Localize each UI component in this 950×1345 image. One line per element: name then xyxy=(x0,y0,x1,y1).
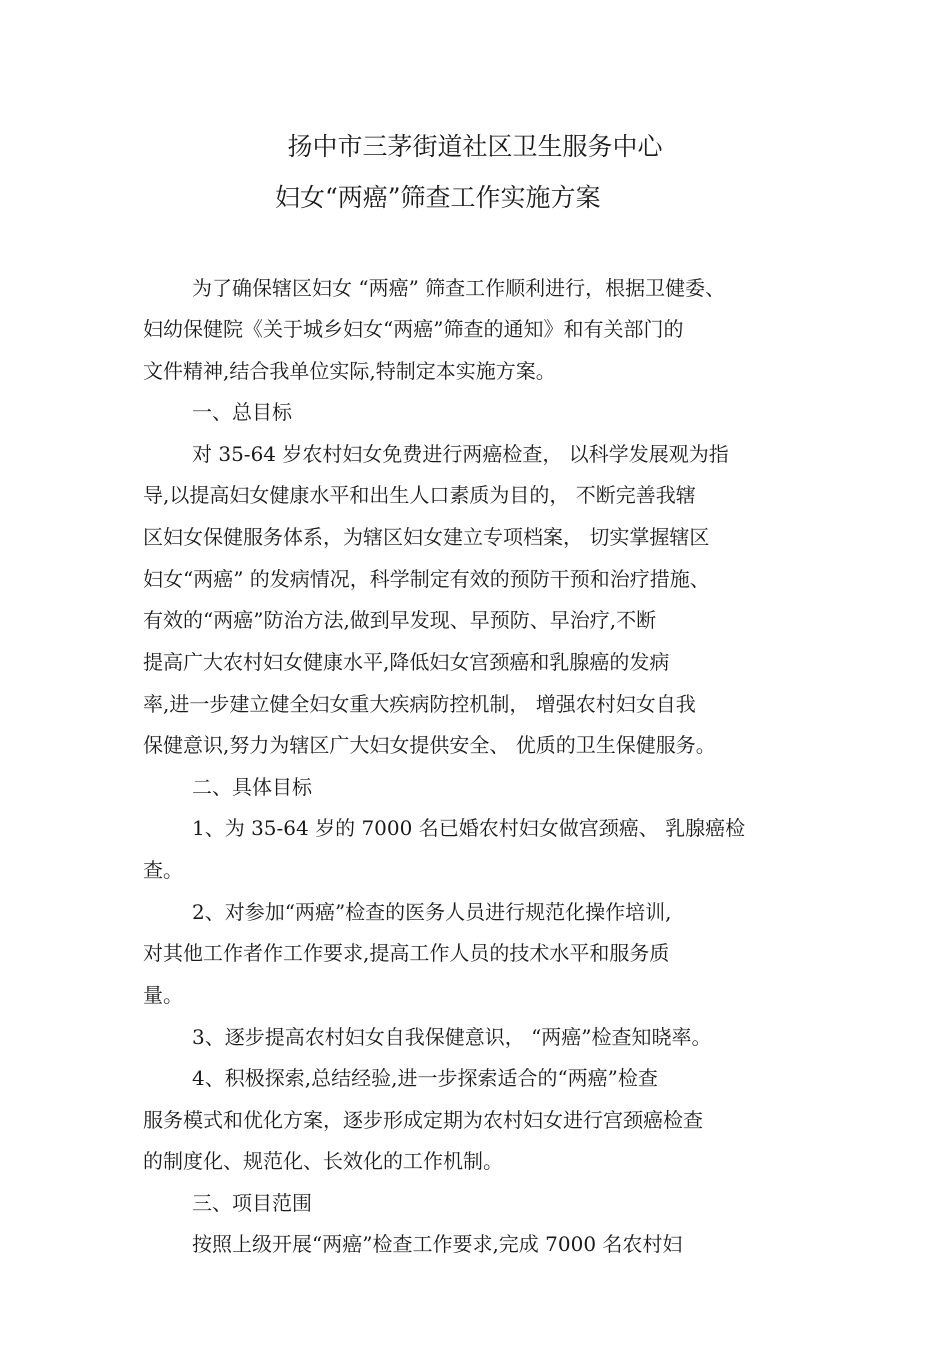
document-subtitle: 妇女“两癌”筛查工作实施方案 xyxy=(275,183,601,212)
paragraph-line: 对其他工作者作工作要求,提高工作人员的技术水平和服务质 xyxy=(143,941,670,965)
paragraph-line: 的制度化、规范化、长效化的工作机制。 xyxy=(143,1149,503,1173)
paragraph-line: 率,进一步建立健全妇女重大疾病防控机制， 增强农村妇女自我 xyxy=(143,692,696,716)
section-heading: 一、总目标 xyxy=(192,400,292,424)
paragraph-line: 区妇女保健服务体系，为辖区妇女建立专项档案， 切实掌握辖区 xyxy=(143,525,710,549)
paragraph-line: 查。 xyxy=(143,858,183,882)
paragraph-line: 保健意识,努力为辖区广大妇女提供安全、 优质的卫生保健服务。 xyxy=(143,733,716,757)
paragraph-line: 有效的“两癌”防治方法,做到早发现、早预防、早治疗,不断 xyxy=(143,608,657,632)
paragraph-line: 提高广大农村妇女健康水平,降低妇女宫颈癌和乳腺癌的发病 xyxy=(143,650,670,674)
paragraph-line: 2、对参加“两癌”检查的医务人员进行规范化操作培训, xyxy=(192,900,672,924)
paragraph-line: 为了确保辖区妇女 “两癌” 筛查工作顺利进行，根据卫健委、 xyxy=(192,276,726,300)
paragraph-line: 对 35-64 岁农村妇女免费进行两癌检查， 以科学发展观为指 xyxy=(192,442,729,466)
paragraph-line: 妇幼保健院《关于城乡妇女“两癌”筛查的通知》和有关部门的 xyxy=(143,317,684,341)
paragraph-line: 妇女“两癌” 的发病情况，科学制定有效的预防干预和治疗措施、 xyxy=(143,567,710,591)
paragraph-line: 按照上级开展“两癌”检查工作要求,完成 7000 名农村妇 xyxy=(192,1232,683,1256)
paragraph-line: 文件精神,结合我单位实际,特制定本实施方案。 xyxy=(143,359,556,383)
paragraph-line: 1、为 35-64 岁的 7000 名已婚农村妇女做宫颈癌、 乳腺癌检 xyxy=(192,816,746,840)
paragraph-line: 量。 xyxy=(143,983,183,1007)
paragraph-line: 3、逐步提高农村妇女自我保健意识， “两癌”检查知晓率。 xyxy=(192,1025,712,1049)
paragraph-line: 服务模式和优化方案，逐步形成定期为农村妇女进行宫颈癌检查 xyxy=(143,1108,703,1132)
section-heading: 二、具体目标 xyxy=(192,775,312,799)
paragraph-line: 导,以提高妇女健康水平和出生人口素质为目的， 不断完善我辖 xyxy=(143,483,696,507)
paragraph-line: 4、积极探索,总结经验,进一步探索适合的“两癌”检查 xyxy=(192,1066,658,1090)
document-title: 扬中市三茅街道社区卫生服务中心 xyxy=(287,132,663,161)
section-heading: 三、项目范围 xyxy=(192,1191,312,1215)
